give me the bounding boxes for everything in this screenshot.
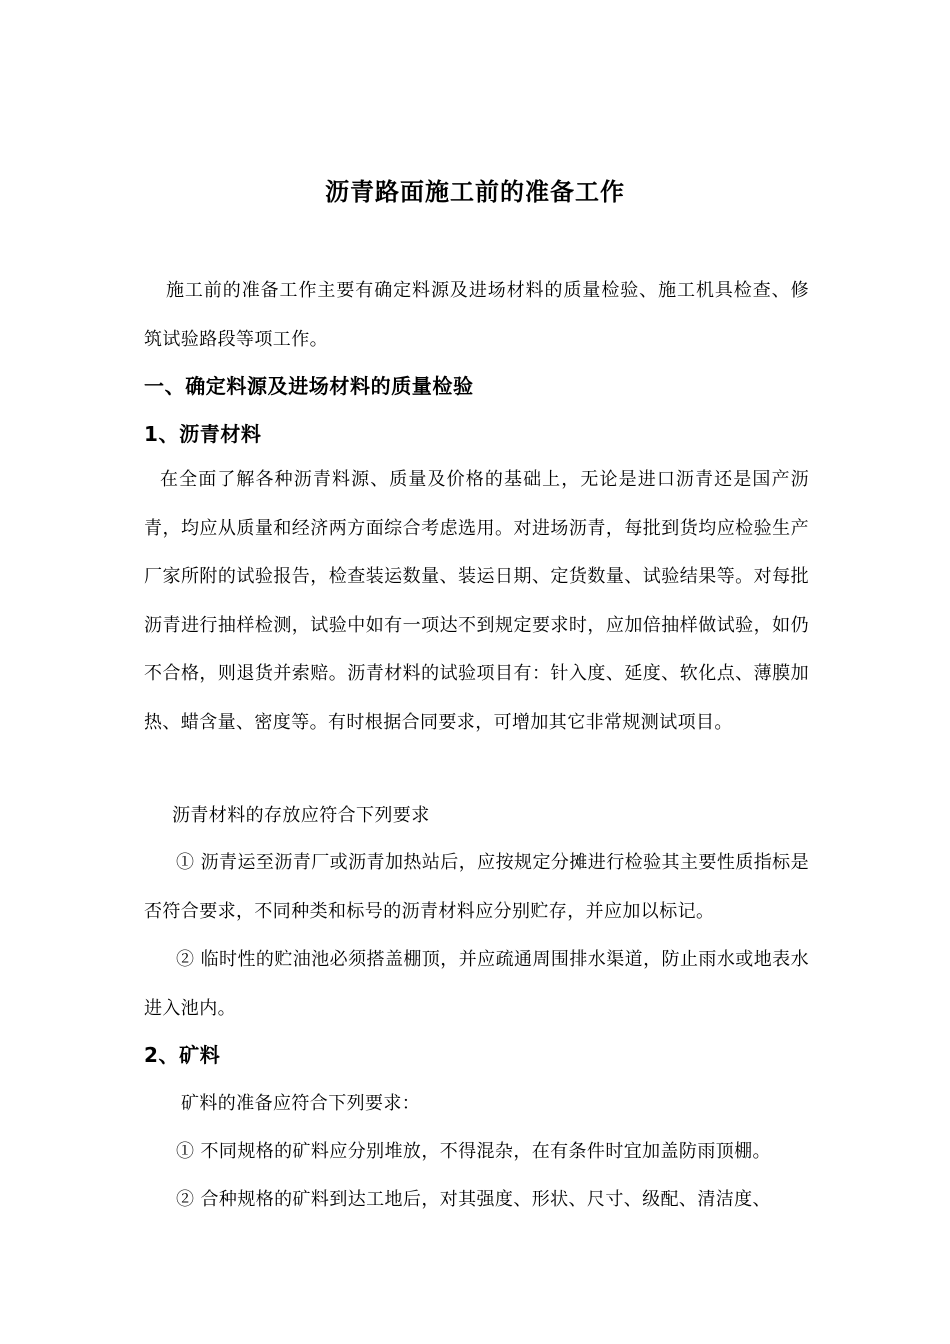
mineral-item-1: ① 不同规格的矿料应分别堆放，不得混杂，在有条件时宜加盖防雨顶棚。 bbox=[176, 1141, 771, 1162]
storage-item-1: ① 沥青运至沥青厂或沥青加热站后，应按规定分摊进行检验其主要性质指标是否符合要求，不同种类和标号的沥青材料应分别贮存，并应加以标记。 bbox=[144, 852, 809, 922]
storage-intro-line: 沥青材料的存放应符合下列要求 bbox=[172, 805, 430, 826]
subsection-asphalt-heading: 1、沥青材料 bbox=[144, 422, 262, 446]
document-title: 沥青路面施工前的准备工作 bbox=[325, 178, 625, 206]
mineral-intro-line: 矿料的准备应符合下列要求： bbox=[181, 1093, 421, 1114]
section-1-heading: 一、确定料源及进场材料的质量检验 bbox=[144, 374, 474, 398]
subsection-mineral-heading: 2、矿料 bbox=[144, 1043, 221, 1067]
storage-item-2: ② 临时性的贮油池必须搭盖棚顶，并应疏通周围排水渠道，防止雨水或地表水进入池内。 bbox=[144, 949, 809, 1019]
asphalt-body-paragraph: 在全面了解各种沥青料源、质量及价格的基础上，无论是进口沥青还是国产沥青，均应从质量和经济两方面综合考虑选用。对进场沥青，每批到货均应检验生产厂家所附的试验报告，检查装运数量、装运日期、定货数量、试验结果等。对每批沥青进行抽样检测，试验中如有一项达不到规定要求时，应加倍抽样做试验，如仍不合格，则退货并索赔。沥青材料的试验项目有：针入度、延度、软化点、薄膜加热、蜡含量、密度等。有时根据合同要求，可增加其它非常规测试项目。 bbox=[144, 469, 809, 733]
mineral-item-2: ② 合种规格的矿料到达工地后，对其强度、形状、尺寸、级配、清洁度、 bbox=[176, 1189, 771, 1210]
intro-paragraph: 施工前的准备工作主要有确定料源及进场材料的质量检验、施工机具检查、修筑试验路段等项工作。 bbox=[144, 280, 809, 350]
